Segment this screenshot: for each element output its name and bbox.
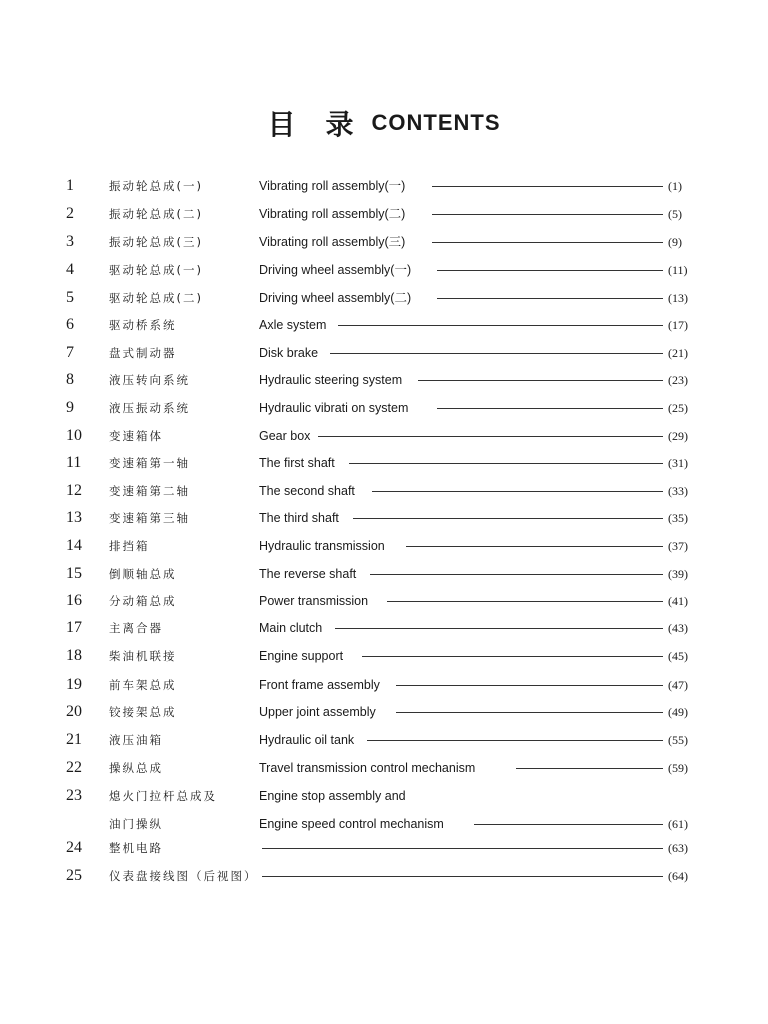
entry-page-number: (21) [668, 346, 688, 360]
leader-line [396, 685, 663, 686]
entry-number: 23 [66, 787, 82, 804]
entry-title-english: Engine speed control mechanism [259, 817, 444, 831]
toc-entry [0, 288, 768, 312]
toc-entry [0, 675, 768, 699]
entry-title-english: Hydraulic transmission [259, 539, 385, 553]
entry-number: 10 [66, 427, 82, 444]
leader-line [432, 186, 663, 187]
entry-number: 9 [66, 399, 74, 416]
entry-title-english: Front frame assembly [259, 678, 380, 692]
entry-title-english: Hydraulic vibrati on system [259, 401, 409, 415]
entry-title-english: Engine stop assembly and [259, 789, 406, 803]
leader-line [474, 824, 663, 825]
entry-title-english: Travel transmission control mechanism [259, 761, 476, 775]
entry-number: 6 [66, 316, 74, 333]
toc-entry [0, 370, 768, 394]
entry-title-chinese: 变速箱第二轴 [109, 484, 190, 498]
leader-line [330, 353, 663, 354]
toc-entry [0, 814, 768, 838]
entry-title-english: Vibrating roll assembly(三) [259, 235, 406, 249]
toc-entry [0, 838, 768, 862]
entry-page-number: (64) [668, 869, 688, 883]
entry-title-english: Vibrating roll assembly(一) [259, 179, 406, 193]
entry-page-number: (11) [668, 263, 688, 277]
toc-entry [0, 564, 768, 588]
entry-number: 13 [66, 509, 82, 526]
entry-title-chinese: 振动轮总成(一) [109, 179, 203, 193]
entry-number: 4 [66, 261, 74, 278]
entry-page-number: (55) [668, 733, 688, 747]
toc-entry [0, 536, 768, 560]
entry-number: 24 [66, 839, 82, 856]
entry-number: 17 [66, 619, 82, 636]
toc-entry [0, 176, 768, 200]
toc-entry [0, 426, 768, 450]
entry-page-number: (43) [668, 621, 688, 635]
entry-title-chinese: 振动轮总成(三) [109, 235, 203, 249]
entry-page-number: (33) [668, 484, 688, 498]
entry-title-chinese: 液压振动系统 [109, 401, 190, 415]
entry-title-english: Axle system [259, 318, 327, 332]
toc-entry [0, 758, 768, 782]
entry-title-chinese: 倒顺轴总成 [109, 567, 177, 581]
leader-line [372, 491, 663, 492]
leader-line [262, 848, 663, 849]
entry-title-english: Hydraulic steering system [259, 373, 403, 387]
entry-title-english: Main clutch [259, 621, 323, 635]
leader-line [318, 436, 663, 437]
entry-title-chinese: 排挡箱 [109, 539, 150, 553]
entry-title-chinese: 驱动轮总成(二) [109, 291, 203, 305]
leader-line [362, 656, 663, 657]
entry-page-number: (25) [668, 401, 688, 415]
entry-title-chinese: 振动轮总成(二) [109, 207, 203, 221]
entry-page-number: (17) [668, 318, 688, 332]
entry-title-english: The third shaft [259, 511, 339, 525]
entry-title-chinese: 油门操纵 [109, 817, 163, 831]
leader-line [338, 325, 663, 326]
entry-title-chinese: 分动箱总成 [109, 594, 177, 608]
entry-title-english: Hydraulic oil tank [259, 733, 355, 747]
toc-entry [0, 508, 768, 532]
entry-title-chinese: 整机电路 [109, 841, 163, 855]
entry-page-number: (1) [668, 179, 682, 193]
entry-page-number: (59) [668, 761, 688, 775]
leader-line [396, 712, 663, 713]
entry-number: 21 [66, 731, 82, 748]
entry-number: 20 [66, 703, 82, 720]
leader-line [387, 601, 663, 602]
entry-title-chinese: 仪表盘接线图（后视图） [109, 869, 258, 883]
toc-entry [0, 315, 768, 339]
toc-entry [0, 204, 768, 228]
toc-entry [0, 646, 768, 670]
entry-number: 19 [66, 676, 82, 693]
toc-entry [0, 591, 768, 615]
entry-title-chinese: 变速箱第一轴 [109, 456, 190, 470]
entry-number: 1 [66, 177, 74, 194]
leader-line [437, 270, 663, 271]
entry-number: 2 [66, 205, 74, 222]
entry-page-number: (45) [668, 649, 688, 663]
toc-entry [0, 618, 768, 642]
entry-page-number: (29) [668, 429, 688, 443]
entry-title-chinese: 液压油箱 [109, 733, 163, 747]
entry-title-english: Gear box [259, 429, 311, 443]
entry-title-english: Upper joint assembly [259, 705, 376, 719]
entry-title-chinese: 变速箱第三轴 [109, 511, 190, 525]
entry-page-number: (13) [668, 291, 688, 305]
leader-line [432, 214, 663, 215]
entry-number: 11 [66, 454, 82, 471]
toc-entry [0, 398, 768, 422]
entry-title-english: Driving wheel assembly(一) [259, 263, 412, 277]
entry-page-number: (37) [668, 539, 688, 553]
entry-number: 5 [66, 289, 74, 306]
toc-entry [0, 866, 768, 890]
leader-line [437, 408, 663, 409]
entry-page-number: (35) [668, 511, 688, 525]
entry-title-chinese: 铰接架总成 [109, 705, 177, 719]
entry-number: 8 [66, 371, 74, 388]
leader-line [418, 380, 663, 381]
toc-entry [0, 260, 768, 284]
entry-title-english: Vibrating roll assembly(二) [259, 207, 406, 221]
entry-number: 16 [66, 592, 82, 609]
entry-number: 15 [66, 565, 82, 582]
toc-entry [0, 730, 768, 754]
entry-number: 3 [66, 233, 74, 250]
entry-number: 7 [66, 344, 74, 361]
entry-page-number: (31) [668, 456, 688, 470]
entry-page-number: (9) [668, 235, 682, 249]
entry-page-number: (5) [668, 207, 682, 221]
title-english: CONTENTS [371, 110, 501, 135]
toc-entry [0, 343, 768, 367]
entry-title-chinese: 主离合器 [109, 621, 163, 635]
leader-line [437, 298, 663, 299]
title-chinese: 目录 [267, 108, 384, 141]
toc-entry [0, 702, 768, 726]
entry-title-english: Driving wheel assembly(二) [259, 291, 412, 305]
page-title [0, 103, 768, 143]
toc-entry [0, 232, 768, 256]
leader-line [335, 628, 663, 629]
entry-page-number: (47) [668, 678, 688, 692]
entry-title-chinese: 前车架总成 [109, 678, 177, 692]
entry-number: 25 [66, 867, 82, 884]
entry-title-english: The second shaft [259, 484, 355, 498]
toc-entry [0, 481, 768, 505]
leader-line [262, 876, 663, 877]
entry-title-chinese: 变速箱体 [109, 429, 163, 443]
entry-title-chinese: 液压转向系统 [109, 373, 190, 387]
entry-title-chinese: 盘式制动器 [109, 346, 177, 360]
entry-page-number: (39) [668, 567, 688, 581]
entry-page-number: (49) [668, 705, 688, 719]
leader-line [516, 768, 663, 769]
entry-number: 12 [66, 482, 82, 499]
entry-title-chinese: 柴油机联接 [109, 649, 177, 663]
leader-line [370, 574, 663, 575]
entry-page-number: (61) [668, 817, 688, 831]
entry-title-chinese: 驱动桥系统 [109, 318, 177, 332]
leader-line [406, 546, 663, 547]
entry-page-number: (23) [668, 373, 688, 387]
leader-line [367, 740, 663, 741]
entry-title-english: Engine support [259, 649, 344, 663]
entry-title-chinese: 驱动轮总成(一) [109, 263, 203, 277]
entry-number: 22 [66, 759, 82, 776]
entry-title-chinese: 熄火门拉杆总成及 [109, 789, 217, 803]
entry-title-english: The reverse shaft [259, 567, 357, 581]
entry-number: 18 [66, 647, 82, 664]
entry-title-english: Disk brake [259, 346, 319, 360]
leader-line [349, 463, 663, 464]
entry-title-english: Power transmission [259, 594, 369, 608]
entry-number: 14 [66, 537, 82, 554]
leader-line [432, 242, 663, 243]
leader-line [353, 518, 663, 519]
entry-title-chinese: 操纵总成 [109, 761, 163, 775]
toc-entry [0, 453, 768, 477]
entry-title-english: The first shaft [259, 456, 335, 470]
toc-entry [0, 786, 768, 810]
entry-page-number: (63) [668, 841, 688, 855]
entry-page-number: (41) [668, 594, 688, 608]
